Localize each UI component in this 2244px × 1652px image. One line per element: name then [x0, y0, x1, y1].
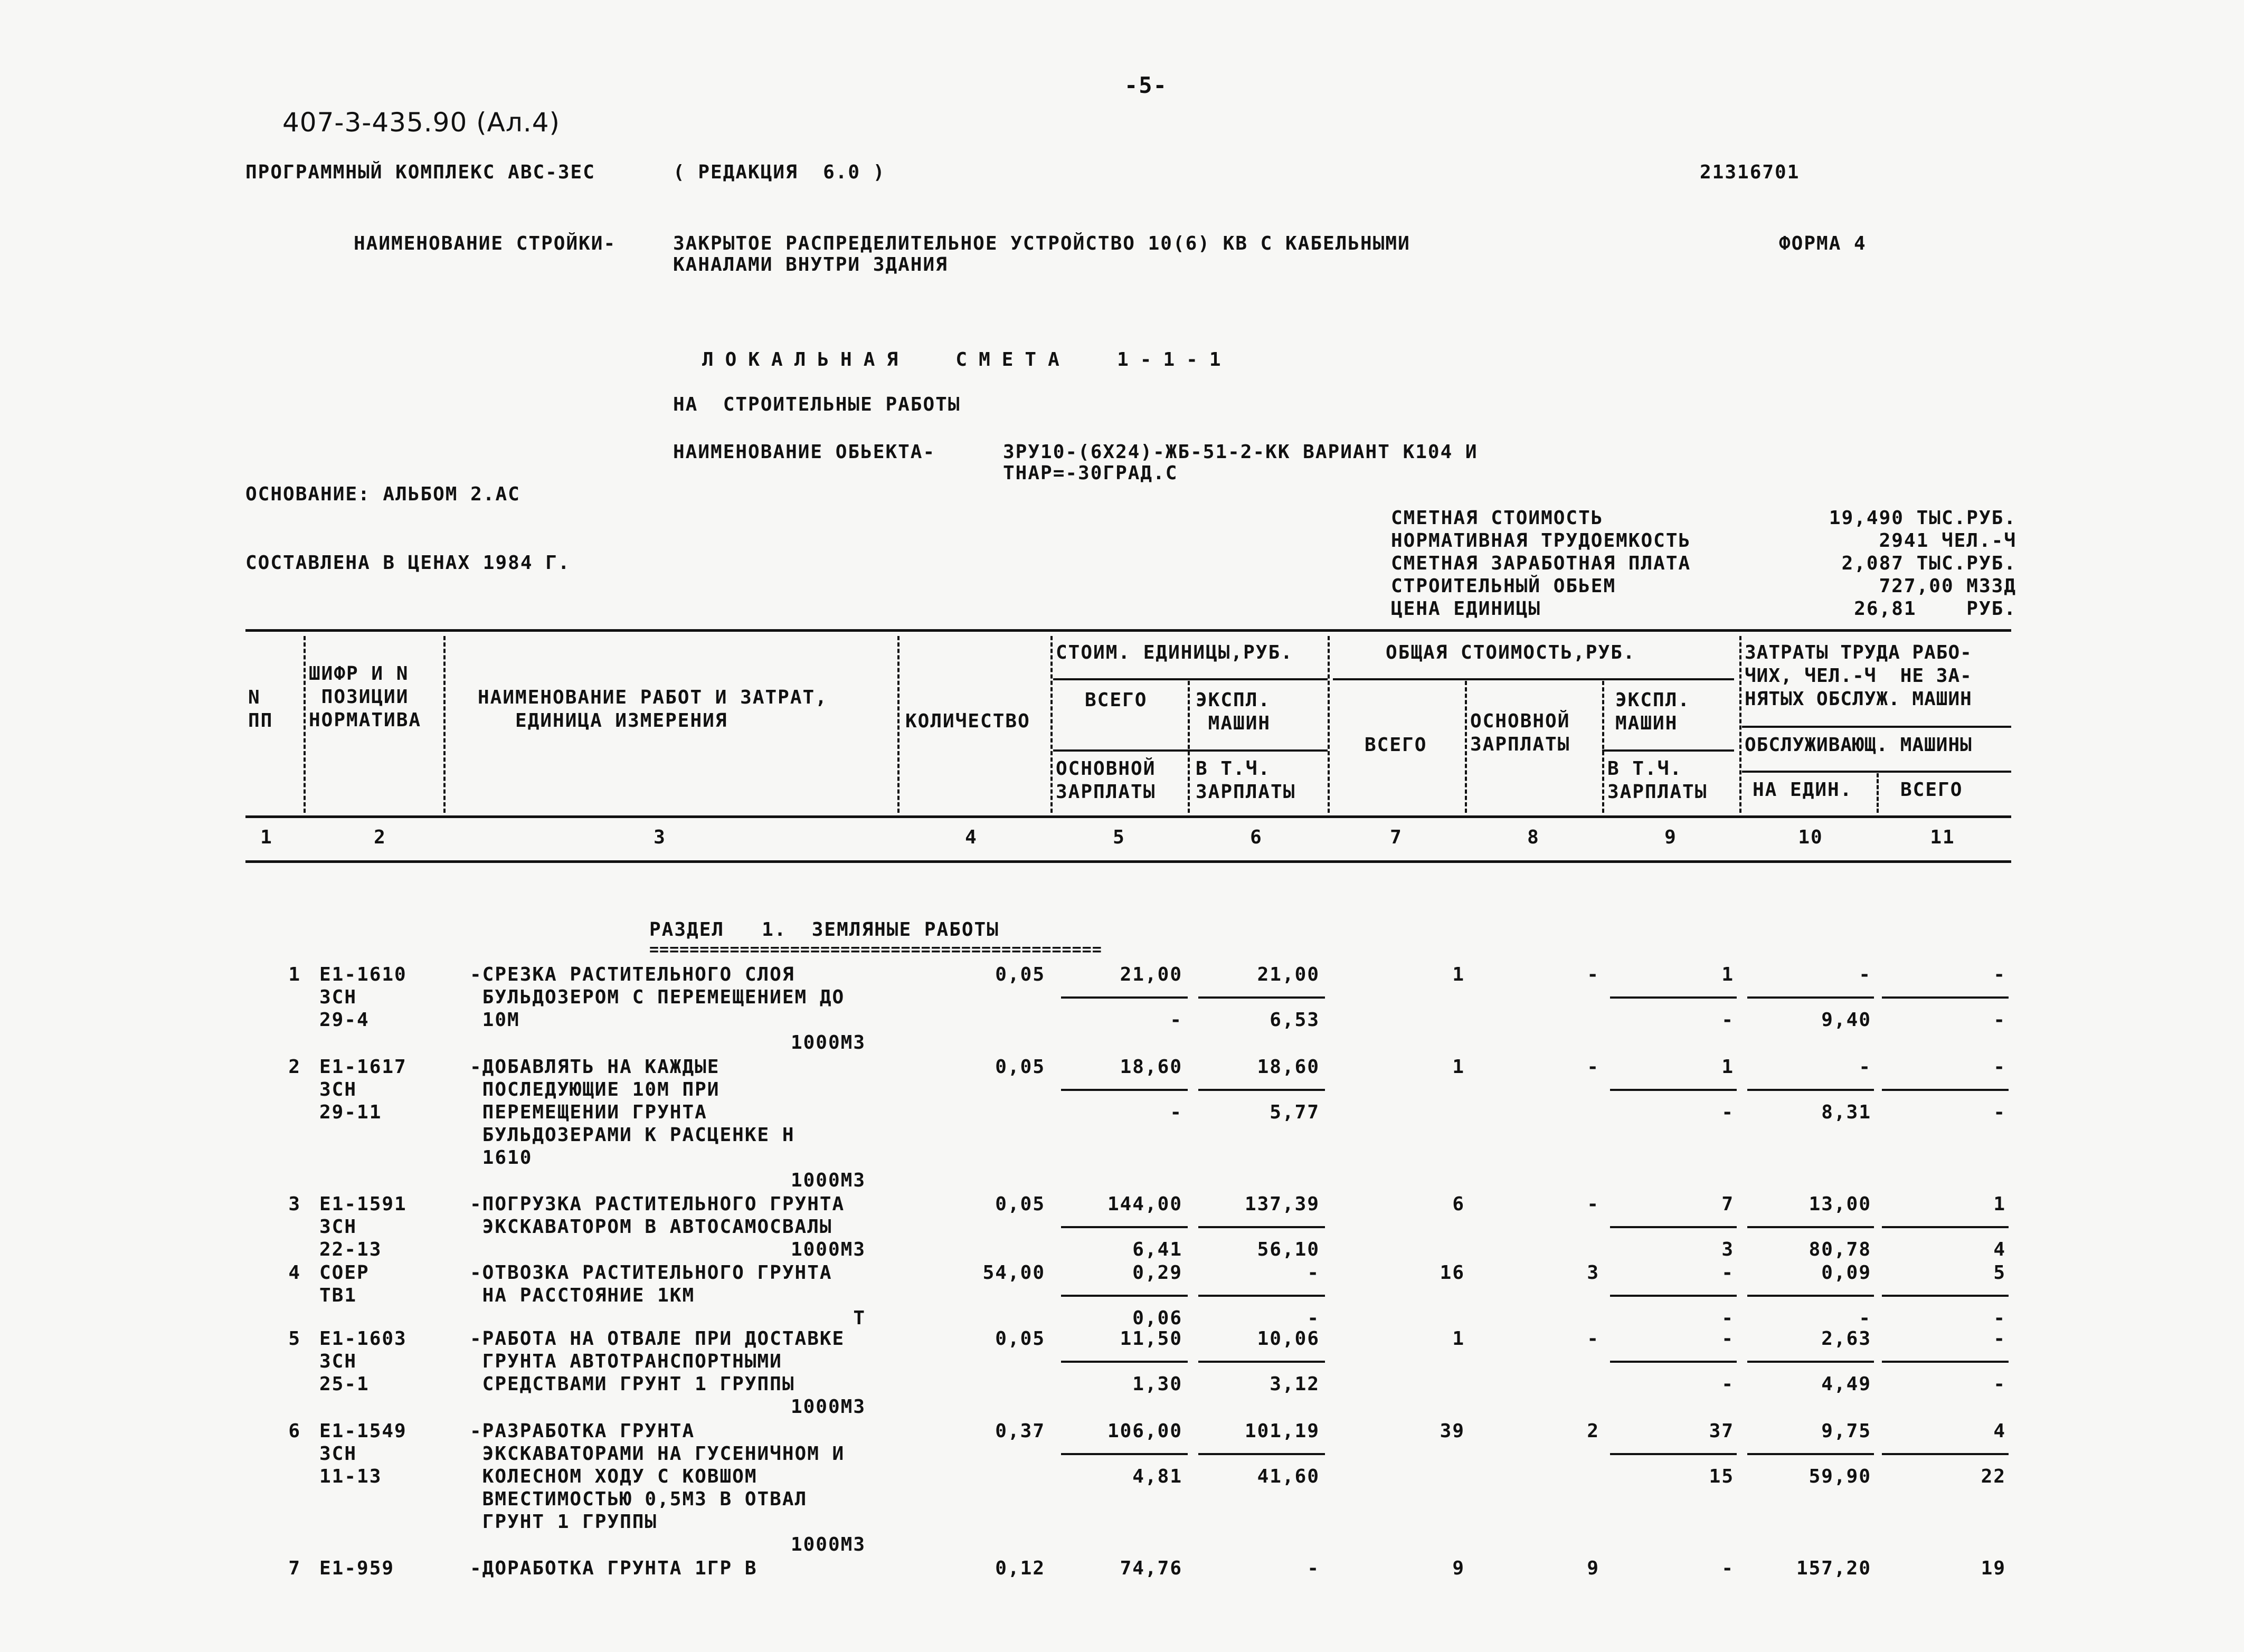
row-number: 2 [288, 1056, 301, 1078]
cell-divider-rule [1061, 1295, 1188, 1297]
row-name-line: -СРЕЗКА РАСТИТЕЛЬНОГО СЛОЯ [470, 964, 795, 985]
construction-name-line1: ЗАКРЫТОЕ РАСПРЕДЕЛИТЕЛЬНОЕ УСТРОЙСТВО 10(6) КВ С КАБЕЛЬНЫМИ [673, 233, 1410, 254]
cell-c7: 6 [1452, 1193, 1465, 1215]
cell-c10b: 8,31 [1821, 1102, 1871, 1123]
cell-c11: - [1993, 1056, 2006, 1078]
cell-c8: - [1587, 1328, 1599, 1350]
row-code: Е1-959 [319, 1558, 395, 1579]
cell-c7: 39 [1440, 1420, 1465, 1442]
cell-c9b: 15 [1709, 1466, 1734, 1487]
page-number: -5- [1124, 72, 1168, 98]
header-total-all: ВСЕГО [1365, 734, 1427, 756]
cell-c5b: 0,06 [1132, 1307, 1182, 1329]
cell-c10: 0,09 [1821, 1262, 1871, 1284]
row-name-line: ПЕРЕМЕЩЕНИИ ГРУНТА [470, 1102, 707, 1123]
row-unit: 1000М3 [790, 1170, 866, 1191]
summary-value: 727,00 М33Д [1879, 575, 2016, 597]
cell-divider-rule [1198, 1361, 1325, 1363]
header-col-sep [1602, 681, 1604, 813]
header-n-pp: N ПП [248, 687, 273, 732]
table-header-rule [245, 815, 2011, 818]
summary-label: ЦЕНА ЕДИНИЦЫ [1391, 598, 1541, 620]
row-code: 22-13 [319, 1239, 382, 1260]
cell-c6b: 56,10 [1257, 1239, 1320, 1260]
header-unit-cost: СТОИМ. ЕДИНИЦЫ,РУБ. [1056, 642, 1293, 663]
row-number: 1 [288, 964, 301, 985]
row-quantity: 0,12 [995, 1558, 1045, 1579]
basis-line: ОСНОВАНИЕ: АЛЬБОМ 2.АС [245, 483, 520, 505]
cell-c8: - [1587, 1193, 1599, 1215]
header-col-sep [1188, 681, 1190, 813]
cell-divider-rule [1610, 1226, 1737, 1228]
row-name-line: ГРУНТА АВТОТРАНСПОРТНЫМИ [470, 1351, 782, 1372]
cell-c11: - [1993, 964, 2006, 985]
header-total-machines: ЭКСПЛ. МАШИН [1615, 689, 1691, 734]
summary-value: 19,490 ТЫС.РУБ. [1829, 507, 2016, 529]
cell-divider-rule [1747, 1295, 1874, 1297]
cell-c5: 0,29 [1132, 1262, 1182, 1284]
construction-label: НАИМЕНОВАНИЕ СТРОЙКИ- [354, 233, 617, 254]
summary-label: СТРОИТЕЛЬНЫЙ ОБЬЕМ [1391, 575, 1616, 597]
row-name-line: ПОСЛЕДУЮЩИЕ 10М ПРИ [470, 1079, 720, 1100]
cell-c9: 1 [1721, 964, 1734, 985]
column-number: 11 [1930, 827, 1955, 848]
cell-divider-rule [1061, 1361, 1188, 1363]
row-name-line: ГРУНТ 1 ГРУППЫ [470, 1511, 658, 1533]
row-quantity: 0,05 [995, 1328, 1045, 1350]
cell-divider-rule [1061, 1226, 1188, 1228]
header-unit-machines: ЭКСПЛ. МАШИН [1196, 689, 1271, 734]
cell-c5b: - [1170, 1009, 1182, 1031]
cell-c5: 11,50 [1120, 1328, 1182, 1350]
row-code: ЗСН [319, 986, 357, 1008]
form-label: ФОРМА 4 [1779, 233, 1867, 254]
column-number: 9 [1664, 827, 1677, 848]
section-title: РАЗДЕЛ 1. ЗЕМЛЯНЫЕ РАБОТЫ [649, 919, 999, 941]
row-number: 5 [288, 1328, 301, 1350]
cell-c5b: 4,81 [1132, 1466, 1182, 1487]
cell-c9: - [1721, 1558, 1734, 1579]
column-number: 2 [374, 827, 386, 848]
cell-c7: 1 [1452, 1328, 1465, 1350]
row-unit: 1000М3 [790, 1534, 866, 1555]
cell-c5b: 6,41 [1132, 1239, 1182, 1260]
row-code: ТВ1 [319, 1285, 357, 1306]
cell-c10b: 9,40 [1821, 1009, 1871, 1031]
cell-c9b: - [1721, 1009, 1734, 1031]
header-code: ШИФР И N ПОЗИЦИИ НОРМАТИВА [309, 663, 422, 731]
column-number: 1 [260, 827, 273, 848]
cell-c10b: 4,49 [1821, 1373, 1871, 1395]
header-name: НАИМЕНОВАНИЕ РАБОТ И ЗАТРАТ, ЕДИНИЦА ИЗМЕРЕНИЯ [478, 687, 828, 732]
cell-c7: 1 [1452, 1056, 1465, 1078]
cell-c6b: 3,12 [1270, 1373, 1320, 1395]
header-labor-total: ВСЕГО [1900, 779, 1963, 801]
header-sub-rule [1053, 749, 1328, 752]
summary-value: 26,81 РУБ. [1854, 598, 2016, 620]
cell-divider-rule [1198, 996, 1325, 999]
header-sub-rule [1053, 678, 1328, 680]
cell-c11b: - [1993, 1373, 2006, 1395]
row-name-line: -РАБОТА НА ОТВАЛЕ ПРИ ДОСТАВКЕ [470, 1328, 845, 1350]
header-unit-total: ВСЕГО [1085, 689, 1148, 711]
row-code: 25-1 [319, 1373, 370, 1395]
summary-label: СМЕТНАЯ СТОИМОСТЬ [1391, 507, 1604, 529]
cell-c10: 2,63 [1821, 1328, 1871, 1350]
row-number: 6 [288, 1420, 301, 1442]
row-name-line: СРЕДСТВАМИ ГРУНТ 1 ГРУППЫ [470, 1373, 795, 1395]
cell-c10b: 59,90 [1809, 1466, 1871, 1487]
summary-label: НОРМАТИВНАЯ ТРУДОЕМКОСТЬ [1391, 530, 1691, 552]
row-code: ЗСН [319, 1079, 357, 1100]
header-col-sep [304, 636, 306, 813]
cell-c6: 101,19 [1244, 1420, 1320, 1442]
cell-c11: 19 [1981, 1558, 2006, 1579]
cell-c8: - [1587, 964, 1599, 985]
cell-c6: 137,39 [1244, 1193, 1320, 1215]
column-number: 7 [1390, 827, 1403, 848]
cell-divider-rule [1061, 1453, 1188, 1455]
object-label: НАИМЕНОВАНИЕ ОБЬЕКТА- [673, 441, 936, 463]
row-quantity: 0,37 [995, 1420, 1045, 1442]
cell-c10: 13,00 [1809, 1193, 1871, 1215]
row-code: 11-13 [319, 1466, 382, 1487]
cell-divider-rule [1061, 1089, 1188, 1091]
column-number: 6 [1250, 827, 1263, 848]
row-name-line: -ДОБАВЛЯТЬ НА КАЖДЫЕ [470, 1056, 720, 1078]
cell-divider-rule [1198, 1295, 1325, 1297]
column-number: 10 [1798, 827, 1823, 848]
cell-c9: 37 [1709, 1420, 1734, 1442]
table-colnum-rule [245, 860, 2011, 863]
cell-c10b: 80,78 [1809, 1239, 1871, 1260]
cell-divider-rule [1882, 1226, 2009, 1228]
prices-line: СОСТАВЛЕНА В ЦЕНАХ 1984 Г. [245, 552, 571, 574]
summary-label: СМЕТНАЯ ЗАРАБОТНАЯ ПЛАТА [1391, 553, 1691, 574]
header-col-sep [1465, 681, 1467, 813]
cell-c8: - [1587, 1056, 1599, 1078]
cell-divider-rule [1882, 996, 2009, 999]
row-name-line: БУЛЬДОЗЕРАМИ К РАСЦЕНКЕ Н [470, 1124, 795, 1146]
row-code: Е1-1591 [319, 1193, 407, 1215]
program-edition: ( РЕДАКЦИЯ 6.0 ) [673, 162, 886, 183]
row-number: 7 [288, 1558, 301, 1579]
cell-c5: 144,00 [1107, 1193, 1182, 1215]
cell-c11b: 22 [1981, 1466, 2006, 1487]
header-unit-wage: ОСНОВНОЙ ЗАРПЛАТЫ [1056, 758, 1156, 803]
cell-divider-rule [1882, 1453, 2009, 1455]
header-labor-sub: ОБСЛУЖИВАЮЩ. МАШИНЫ [1745, 734, 1972, 756]
cell-c6: 18,60 [1257, 1056, 1320, 1078]
cell-divider-rule [1198, 1226, 1325, 1228]
row-unit: 1000М3 [790, 1032, 866, 1053]
cell-c11: 4 [1993, 1420, 2006, 1442]
column-number: 4 [965, 827, 978, 848]
cell-c7: 9 [1452, 1558, 1465, 1579]
row-quantity: 0,05 [995, 1193, 1045, 1215]
cell-c10: - [1859, 1056, 1871, 1078]
summary-value: 2941 ЧЕЛ.-Ч [1879, 530, 2016, 552]
row-unit: 1000М3 [790, 1396, 866, 1418]
cell-divider-rule [1747, 1089, 1874, 1091]
cell-c7: 1 [1452, 964, 1465, 985]
cell-c5b: - [1170, 1102, 1182, 1123]
cell-c5: 74,76 [1120, 1558, 1182, 1579]
column-number: 3 [654, 827, 666, 848]
cell-c9b: 3 [1721, 1239, 1734, 1260]
row-name-line: -ОТВОЗКА РАСТИТЕЛЬНОГО ГРУНТА [470, 1262, 832, 1284]
cell-c10: 9,75 [1821, 1420, 1871, 1442]
cell-c6b: - [1307, 1307, 1320, 1329]
row-name-line: 10М [470, 1009, 520, 1031]
header-quantity: КОЛИЧЕСТВО [905, 710, 1030, 732]
row-code: Е1-1610 [319, 964, 407, 985]
estimate-subtitle: НА СТРОИТЕЛЬНЫЕ РАБОТЫ [673, 394, 961, 415]
row-name-line: -ПОГРУЗКА РАСТИТЕЛЬНОГО ГРУНТА [470, 1193, 845, 1215]
header-sub-rule [1333, 678, 1734, 680]
row-unit: Т [853, 1307, 866, 1329]
cell-c11: - [1993, 1328, 2006, 1350]
cell-divider-rule [1747, 996, 1874, 999]
row-name-line: -ДОРАБОТКА ГРУНТА 1ГР В [470, 1558, 758, 1579]
row-name-line: ЭКСКАВАТОРОМ В АВТОСАМОСВАЛЫ [470, 1216, 832, 1238]
row-code: ЗСН [319, 1443, 357, 1465]
cell-c8: 3 [1587, 1262, 1599, 1284]
row-name-line: БУЛЬДОЗЕРОМ С ПЕРЕМЕЩЕНИЕМ ДО [470, 986, 845, 1008]
cell-c5b: 1,30 [1132, 1373, 1182, 1395]
row-code: Е1-1549 [319, 1420, 407, 1442]
cell-divider-rule [1882, 1361, 2009, 1363]
header-col-sep [1050, 636, 1053, 813]
row-code: ЗСН [319, 1216, 357, 1238]
object-name-line2: ТНАР=-30ГРАД.С [1003, 462, 1178, 484]
row-number: 3 [288, 1193, 301, 1215]
cell-divider-rule [1198, 1089, 1325, 1091]
row-code: СОЕР [319, 1262, 370, 1284]
cell-divider-rule [1610, 996, 1737, 999]
cell-c10: 157,20 [1796, 1558, 1871, 1579]
cell-c9b: - [1721, 1102, 1734, 1123]
cell-c11b: - [1993, 1102, 2006, 1123]
row-code: 29-11 [319, 1102, 382, 1123]
header-total-machine-wage: В Т.Ч. ЗАРПЛАТЫ [1607, 758, 1708, 803]
header-col-sep [1877, 773, 1879, 813]
document-id: 21316701 [1700, 162, 1800, 183]
cell-c9b: - [1721, 1373, 1734, 1395]
row-name-line: НА РАССТОЯНИЕ 1КМ [470, 1285, 695, 1306]
cell-c6: - [1307, 1262, 1320, 1284]
cell-c8: 2 [1587, 1420, 1599, 1442]
row-code: ЗСН [319, 1351, 357, 1372]
cell-c11b: - [1993, 1307, 2006, 1329]
row-quantity: 0,05 [995, 964, 1045, 985]
cell-c8: 9 [1587, 1558, 1599, 1579]
cell-divider-rule [1610, 1453, 1737, 1455]
cell-c6b: 41,60 [1257, 1466, 1320, 1487]
header-total-wage: ОСНОВНОЙ ЗАРПЛАТЫ [1470, 710, 1570, 755]
cell-divider-rule [1882, 1295, 2009, 1297]
cell-divider-rule [1747, 1361, 1874, 1363]
row-quantity: 0,05 [995, 1056, 1045, 1078]
column-number: 8 [1527, 827, 1540, 848]
cell-divider-rule [1610, 1089, 1737, 1091]
cell-c9b: - [1721, 1307, 1734, 1329]
row-name-line: 1610 [470, 1147, 533, 1169]
header-sub-rule [1742, 771, 2011, 773]
cell-c11: 1 [1993, 1193, 2006, 1215]
document-code: 407-3-435.90 (Ал.4) [282, 107, 561, 138]
row-number: 4 [288, 1262, 301, 1284]
cell-c7: 16 [1440, 1262, 1465, 1284]
cell-c9: 1 [1721, 1056, 1734, 1078]
cell-divider-rule [1747, 1453, 1874, 1455]
header-sub-rule [1742, 726, 2011, 728]
cell-c5: 18,60 [1120, 1056, 1182, 1078]
cell-c5: 106,00 [1107, 1420, 1182, 1442]
cell-c9: 7 [1721, 1193, 1734, 1215]
section-rule: ============================================= [649, 941, 1102, 959]
header-col-sep [443, 636, 446, 813]
row-name-line: ВМЕСТИМОСТЬЮ 0,5М3 В ОТВАЛ [470, 1488, 808, 1510]
summary-value: 2,087 ТЫС.РУБ. [1841, 553, 2016, 574]
row-name-line: -РАЗРАБОТКА ГРУНТА [470, 1420, 695, 1442]
cell-c10: - [1859, 964, 1871, 985]
header-total-cost: ОБЩАЯ СТОИМОСТЬ,РУБ. [1386, 642, 1636, 663]
row-quantity: 54,00 [982, 1262, 1045, 1284]
cell-divider-rule [1747, 1226, 1874, 1228]
estimate-title: ЛОКАЛЬНАЯ СМЕТА 1-1-1 [702, 349, 1233, 371]
program-name: ПРОГРАММНЫЙ КОМПЛЕКС АВС-ЗЕС [245, 162, 595, 183]
cell-c10b: - [1859, 1307, 1871, 1329]
cell-c6b: 5,77 [1270, 1102, 1320, 1123]
construction-name-line2: КАНАЛАМИ ВНУТРИ ЗДАНИЯ [673, 254, 948, 276]
row-name-line: КОЛЕСНОМ ХОДУ С КОВШОМ [470, 1466, 758, 1487]
cell-c6: 10,06 [1257, 1328, 1320, 1350]
column-number: 5 [1113, 827, 1125, 848]
cell-c11: 5 [1993, 1262, 2006, 1284]
cell-c6b: 6,53 [1270, 1009, 1320, 1031]
row-code: Е1-1603 [319, 1328, 407, 1350]
cell-divider-rule [1610, 1295, 1737, 1297]
header-labor-unit: НА ЕДИН. [1753, 779, 1853, 801]
row-name-line: ЭКСКАВАТОРАМИ НА ГУСЕНИЧНОМ И [470, 1443, 845, 1465]
cell-c6: 21,00 [1257, 964, 1320, 985]
header-col-sep [897, 636, 900, 813]
table-top-rule [245, 629, 2011, 632]
cell-c11b: 4 [1993, 1239, 2006, 1260]
row-code: 29-4 [319, 1009, 370, 1031]
header-unit-machine-wage: В Т.Ч. ЗАРПЛАТЫ [1196, 758, 1296, 803]
row-unit: 1000М3 [790, 1239, 866, 1260]
cell-divider-rule [1882, 1089, 2009, 1091]
row-code: Е1-1617 [319, 1056, 407, 1078]
cell-c11b: - [1993, 1009, 2006, 1031]
header-col-sep [1739, 636, 1741, 813]
cell-c9: - [1721, 1328, 1734, 1350]
cell-divider-rule [1610, 1361, 1737, 1363]
header-sub-rule [1602, 749, 1734, 752]
cell-c6: - [1307, 1558, 1320, 1579]
cell-divider-rule [1061, 996, 1188, 999]
header-col-sep [1328, 636, 1330, 813]
cell-divider-rule [1198, 1453, 1325, 1455]
cell-c9: - [1721, 1262, 1734, 1284]
header-labor: ЗАТРАТЫ ТРУДА РАБО- ЧИХ, ЧЕЛ.-Ч НЕ ЗА- НЯТЫХ ОБСЛУЖ. МАШИН [1745, 642, 1972, 710]
cell-c5: 21,00 [1120, 964, 1182, 985]
object-name-line1: ЗРУ10-(6Х24)-ЖБ-51-2-КК ВАРИАНТ К104 И [1003, 441, 1478, 463]
